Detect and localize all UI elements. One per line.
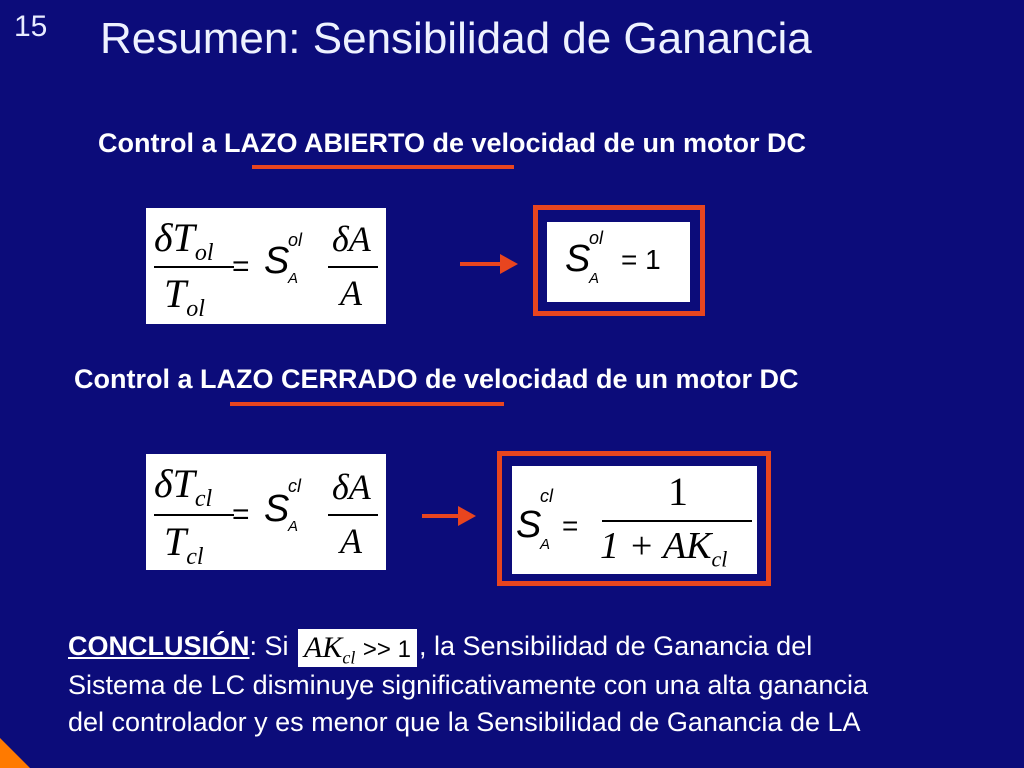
closed-loop-arrowhead: [458, 506, 476, 526]
open-loop-S-sub: A: [288, 270, 299, 287]
open-loop-result-box: [547, 222, 690, 302]
conclusion-label: CONCLUSIÓN: [68, 631, 250, 661]
closed-loop-result-S: S: [516, 504, 542, 546]
slide-title: Resumen: Sensibilidad de Ganancia: [100, 14, 812, 63]
open-loop-rhs-bar: [328, 266, 378, 268]
closed-loop-result-den: 1 + AK: [600, 525, 712, 567]
open-loop-equals: =: [232, 250, 250, 283]
closed-loop-S-sup: cl: [288, 476, 301, 496]
open-loop-result-S: S: [565, 238, 591, 280]
closed-loop-numerator: δT: [154, 461, 195, 506]
closed-loop-heading: Control a LAZO CERRADO de velocidad de un motor DC: [74, 364, 799, 394]
open-loop-formula: [146, 208, 386, 324]
conclusion-condition-sub: cl: [342, 647, 356, 668]
conclusion-condition: AK: [304, 630, 343, 664]
conclusion: [68, 628, 1008, 741]
closed-loop-rhs-den: A: [340, 521, 362, 561]
open-loop-numerator-sub: ol: [194, 240, 214, 266]
conclusion-condition-box: [298, 629, 417, 667]
conclusion-condition-rel: >> 1: [362, 635, 411, 663]
closed-loop-denominator-sub: cl: [186, 544, 204, 570]
closed-loop-result-bar: [602, 520, 752, 522]
open-loop-heading: Control a LAZO ABIERTO de velocidad de un motor DC: [98, 128, 807, 158]
closed-loop-underline: [230, 402, 504, 406]
open-loop-underline: [252, 165, 514, 169]
conclusion-line-1: [68, 628, 1008, 667]
closed-loop-result-equals: =: [562, 510, 579, 541]
conclusion-text-1: , la Sensibilidad de Ganancia del: [418, 631, 813, 661]
closed-loop-result-num: 1: [668, 469, 688, 514]
closed-loop-result-box: [512, 466, 757, 574]
closed-loop-formula: [146, 454, 386, 570]
closed-loop-equals: =: [232, 498, 250, 531]
closed-loop-rhs-num: δA: [332, 467, 371, 507]
closed-loop-rhs-bar: [328, 514, 378, 516]
open-loop-S-sup: ol: [288, 230, 303, 250]
closed-loop-denominator: T: [164, 519, 187, 564]
open-loop-numerator: δT: [154, 215, 195, 260]
closed-loop-result-S-sup: cl: [540, 486, 553, 506]
open-loop-result-frame: [533, 205, 705, 316]
open-loop-result-S-sub: A: [589, 270, 600, 287]
corner-decoration: [0, 738, 30, 768]
closed-loop-result-S-sub: A: [540, 536, 551, 553]
open-loop-result-value: = 1: [621, 244, 661, 275]
closed-loop-numerator-sub: cl: [194, 486, 213, 512]
conclusion-si: : Si: [249, 631, 289, 661]
closed-loop-S: S: [264, 488, 290, 530]
closed-loop-S-sub: A: [288, 518, 299, 535]
open-loop-denominator-sub: ol: [186, 296, 205, 322]
closed-loop-result-den-sub: cl: [711, 546, 728, 572]
conclusion-line-3: del controlador y es menor que la Sensibilidad de Ganancia de LA: [68, 706, 861, 737]
closed-loop-fraction-bar: [154, 514, 234, 516]
open-loop-denominator: T: [164, 271, 187, 316]
open-loop-arrowhead: [500, 254, 518, 274]
closed-loop-result-frame: [497, 451, 771, 586]
open-loop-rhs-den: A: [340, 273, 362, 313]
conclusion-line-2: Sistema de LC disminuye significativamente con una alta ganancia: [68, 669, 868, 700]
slide-number: 15: [14, 10, 48, 43]
open-loop-fraction-bar: [154, 266, 234, 268]
open-loop-arrow: [460, 262, 504, 266]
closed-loop-arrow: [422, 514, 462, 518]
open-loop-result-S-sup: ol: [589, 228, 604, 248]
open-loop-rhs-num: δA: [332, 219, 371, 259]
open-loop-S: S: [264, 240, 290, 282]
